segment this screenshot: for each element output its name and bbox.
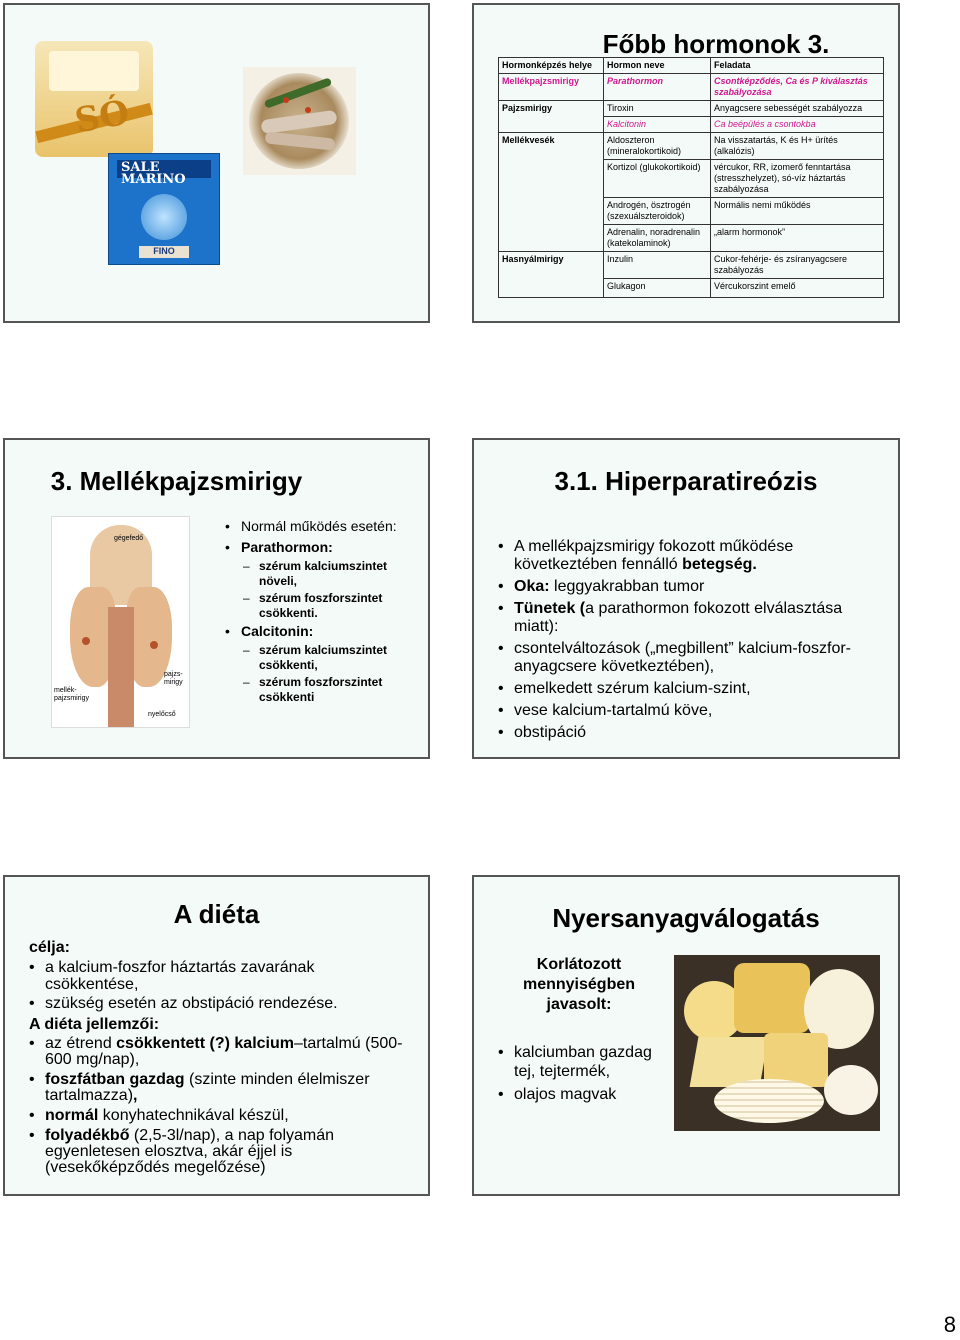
table-row (499, 198, 884, 225)
cell-task: Na visszatartás, K és H+ ürítés (alkalózis) (711, 133, 884, 160)
limited-label: Korlátozott mennyiségben javasolt: (522, 956, 636, 1013)
list-item: • Oka: leggyakrabban tumor (496, 578, 886, 596)
list-item: • Calcitonin: – szérum kalciumszintet csökkenti, – szérum foszforszintet csökkenti (223, 623, 423, 705)
slide-title: A diéta (173, 899, 260, 929)
cell-task: Normális nemi működés (711, 198, 884, 225)
features-label: A diéta jellemzői: (29, 1016, 160, 1033)
table-row (499, 160, 884, 198)
sea-salt-box-image: SALE MARINO FINO (108, 153, 220, 265)
slide-title: 3.1. Hiperparatireózis (554, 466, 818, 496)
slide-parathyroid (3, 438, 430, 759)
dairy-products-image (674, 955, 880, 1131)
cell-place: Pajzsmirigy (499, 101, 604, 117)
sub-item: – szérum foszforszintet csökkenti (241, 675, 423, 705)
slide-salt-images (3, 3, 430, 323)
parathyroid-bullets (223, 518, 423, 705)
list-item: • A mellékpajzsmirigy fokozott működése következtében fennálló betegség. (496, 538, 886, 574)
slide-hyperparathyroidism (472, 438, 900, 759)
label-epiglottis: gégefedő (114, 535, 144, 542)
cell-place: Mellékpajzsmirigy (499, 74, 604, 101)
cell-place (499, 117, 604, 133)
label-parathyroid: mellék- pajzsmirigy (54, 687, 90, 702)
table-row (499, 74, 884, 101)
cell-task: Cukor-fehérje- és zsíranyagcsere szabályozás (711, 252, 884, 279)
table-row (499, 252, 884, 279)
cell-place (499, 160, 604, 198)
page-number: 8 (943, 1312, 956, 1337)
sub-item: – szérum kalciumszintet csökkenti, (241, 643, 423, 673)
cell-task: Anyagcsere sebességét szabályozza (711, 101, 884, 117)
slide-hormones-table (472, 3, 900, 323)
cell-hormone: Adrenalin, noradrenalin (katekolaminok) (604, 225, 711, 252)
cell-hormone: Androgén, ösztrogén (szexuálszteroidok) (604, 198, 711, 225)
label-esophagus: nyelőcső (148, 711, 176, 718)
list-item: • Tünetek (a parathormon fokozott elválasztása miatt): (496, 600, 886, 636)
cell-hormone: Kalcitonin (604, 117, 711, 133)
list-item: • olajos magvak (496, 1085, 676, 1104)
list-item: • normál konyhatechnikával készül, (27, 1108, 407, 1124)
cell-place (499, 225, 604, 252)
list-item: • vese kalcium-tartalmú köve, (496, 702, 886, 720)
aim-label: célja: (29, 939, 70, 956)
features-list (27, 1036, 407, 1176)
cell-place (499, 279, 604, 298)
slide-title: Nyersanyagválogatás (552, 903, 820, 933)
sub-item: – szérum foszforszintet csökkenti. (241, 591, 423, 621)
table-header-row (499, 58, 884, 74)
list-item: • szükség esetén az obstipáció rendezése. (27, 995, 407, 1012)
list-item: • Parathormon: – szérum kalciumszintet növeli, – szérum foszforszintet csökkenti. (223, 539, 423, 621)
cell-place (499, 198, 604, 225)
cell-hormone: Parathormon (604, 74, 711, 101)
table-row (499, 279, 884, 298)
list-item: • obstipáció (496, 724, 886, 742)
header-cell: Hormon neve (604, 58, 711, 74)
list-item: • foszfátban gazdag (szinte minden élelmiszer tartalmazza), (27, 1072, 407, 1104)
slide-title: 3. Mellékpajzsmirigy (50, 466, 303, 496)
cell-hormone: Inzulin (604, 252, 711, 279)
hyper-bullets (496, 538, 886, 742)
hormone-table (498, 57, 884, 298)
cell-task: vércukor, RR, izomerő fenntartása (stresszhelyzet), só-víz háztartás szabályozása (711, 160, 884, 198)
slide-ingredients (472, 875, 900, 1196)
aim-list (27, 959, 407, 1012)
cell-task: Vércukorszint emelő (711, 279, 884, 298)
anatomy-image (51, 516, 190, 728)
salt-bag-lettering: SÓ (71, 92, 133, 142)
cell-hormone: Tiroxin (604, 101, 711, 117)
list-item: • emelkedett szérum kalcium-szint, (496, 680, 886, 698)
table-row (499, 133, 884, 160)
cell-task: „alarm hormonok” (711, 225, 884, 252)
slide-diet (3, 875, 430, 1196)
fish-plate-image (243, 67, 356, 175)
label-thyroid: pajzs- mirigy (164, 671, 183, 686)
list-item: • Normál működés esetén: (223, 518, 423, 535)
list-item: • kalciumban gazdag tej, tejtermék, (496, 1043, 676, 1081)
cell-place: Mellékvesék (499, 133, 604, 160)
limited-list (496, 1043, 676, 1104)
cell-hormone: Aldoszteron (mineralokortikoid) (604, 133, 711, 160)
salt-bag-image (35, 41, 153, 157)
cell-task: Csontképződés, Ca és P kiválasztás szabályozása (711, 74, 884, 101)
cell-hormone: Kortizol (glukokortikoid) (604, 160, 711, 198)
list-item: • folyadékbő (2,5-3l/nap), a nap folyamán egyenletesen elosztva, akár éjjel is (vesekőképződés megelőzése) (27, 1128, 407, 1176)
list-item: • csontelváltozások („megbillent” kalcium-foszfor-anyagcsere következtében), (496, 640, 886, 676)
list-item: • a kalcium-foszfor háztartás zavarának csökkentése, (27, 959, 407, 993)
table-row (499, 101, 884, 117)
list-item: • az étrend csökkentett (?) kalcium–tartalmú (500-600 mg/nap), (27, 1036, 407, 1068)
slide-title: Főbb hormonok 3. (602, 29, 830, 59)
cell-place: Hasnyálmirigy (499, 252, 604, 279)
cell-task: Ca beépülés a csontokba (711, 117, 884, 133)
header-cell: Feladata (711, 58, 884, 74)
header-cell: Hormonképzés helye (499, 58, 604, 74)
table-row (499, 117, 884, 133)
sub-item: – szérum kalciumszintet növeli, (241, 559, 423, 589)
cell-hormone: Glukagon (604, 279, 711, 298)
table-row (499, 225, 884, 252)
